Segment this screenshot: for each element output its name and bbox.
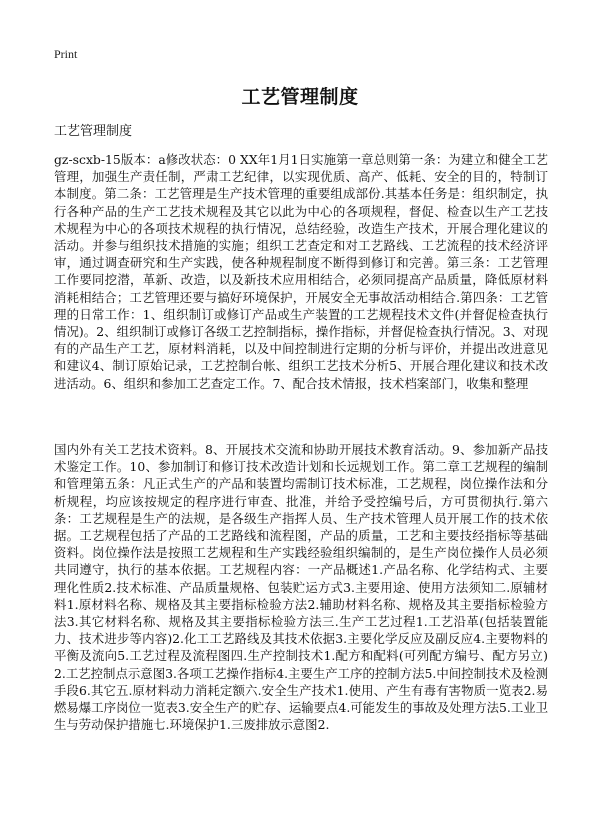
body-paragraph-1: gz-scxb-15版本：a修改状态：0 XX年1月1日实施第一章总则第一条：为建立和健全工艺管理，加强生产责任制，严肃工艺纪律，以实现优质、高产、低耗、安全的目的，特制订本制度。第二条：工艺管理是生产技术管理的重要组成部份.其基本任务是：组织制定，执行各种产品的生产工艺技术规程及其它以此为中心的各项规程，督促、检查以生产工艺技术规程为中心的各项技术规程的执行情况，总结经验，改造生产技术，开展合理化建议的活动。并参与组织技术措施的实施；组织工艺查定和对工艺路线、工艺流程的技术经济评审，通过调查研究和生产实践，使各种规程制度不断得到修订和完善。第三条：工艺管理工作要同挖潜，革新、改造，以及新技术应用相结合，必须同提高产品质量，降低原材料消耗相结合；工艺管理还要与搞好环境保护，开展安全无事故活动相结合.第四条：工艺管理的日常工作：1、组织制订或修订产品或生产装置的工艺规程技术文件(并督促检查执行情况)。2、组织制订或修订各级工艺控制指标，操作指标，并督促检查执行情况。3、对现有的产品生产工艺，原材料消耗，以及中间控制进行定期的分析与评价，并提出改进意见和建议4、制订原始记录，工艺控制台帐、组织工艺技术分析5、开展合理化建议和技术改进活动。6、组织和参加工艺查定工作。7、配合技术情报，技术档案部门，收集和整理 — [54, 152, 548, 391]
document-subtitle: 工艺管理制度 — [54, 124, 133, 139]
print-label: Print — [54, 47, 78, 61]
page-title: 工艺管理制度 — [241, 86, 359, 108]
body-paragraph-2: 国内外有关工艺技术资料。8、开展技术交流和协助开展技术教育活动。9、参加新产品技术鉴定工作。10、参加制订和修订技术改造计划和长远规划工作。第二章工艺规程的编制和管理第五条：凡正式生产的产品和装置均需制订技术标准，工艺规程，岗位操作法和分析规程，均应该按规定的程序进行审查、批准，并给予受控编号后，方可贯彻执行.第六条：工艺规程是生产的法规，是各级生产指挥人员、生产技术管理人员开展工作的技术依据。工艺规程包括了产品的工艺路线和流程图，产品的质量，工艺和主要技经指标等基础资料。岗位操作法是按照工艺规程和生产实践经验组织编制的，是生产岗位操作人员必须共同遵守，执行的基本依据。工艺规程内容：一产品概述1.产品名称、化学结构式、主要理化性质2.技术标准、产品质量规格、包装贮运方式3.主要用途、使用方法须知二.原辅材料1.原材料名称、规格及其主要指标检验方法2.辅助材料名称、规格及其主要指标检验方法3.其它材料名称、规格及其主要指标检验方法三.生产工艺过程1.工艺沿革(包括装置能力、技术进步等内容)2.化工工艺路线及其技术依据3.主要化学反应及副反应4.主要物料的平衡及流向5.工艺过程及流程图四.生产控制技术1.配方和配料(可列配方编号、配方另立)2.工艺控制点示意图3.各项工艺操作指标4.主要生产工序的控制方法5.中间控制技术及检测手段6.其它五.原材料动力消耗定额六.安全生产技术1.使用、产生有毒有害物质一览表2.易燃易爆工序岗位一览表3.安全生产的贮存、运输要点4.可能发生的事故及处理方法5.工业卫生与劳动保护措施七.环境保护1.三废排放示意图2. — [54, 442, 548, 733]
